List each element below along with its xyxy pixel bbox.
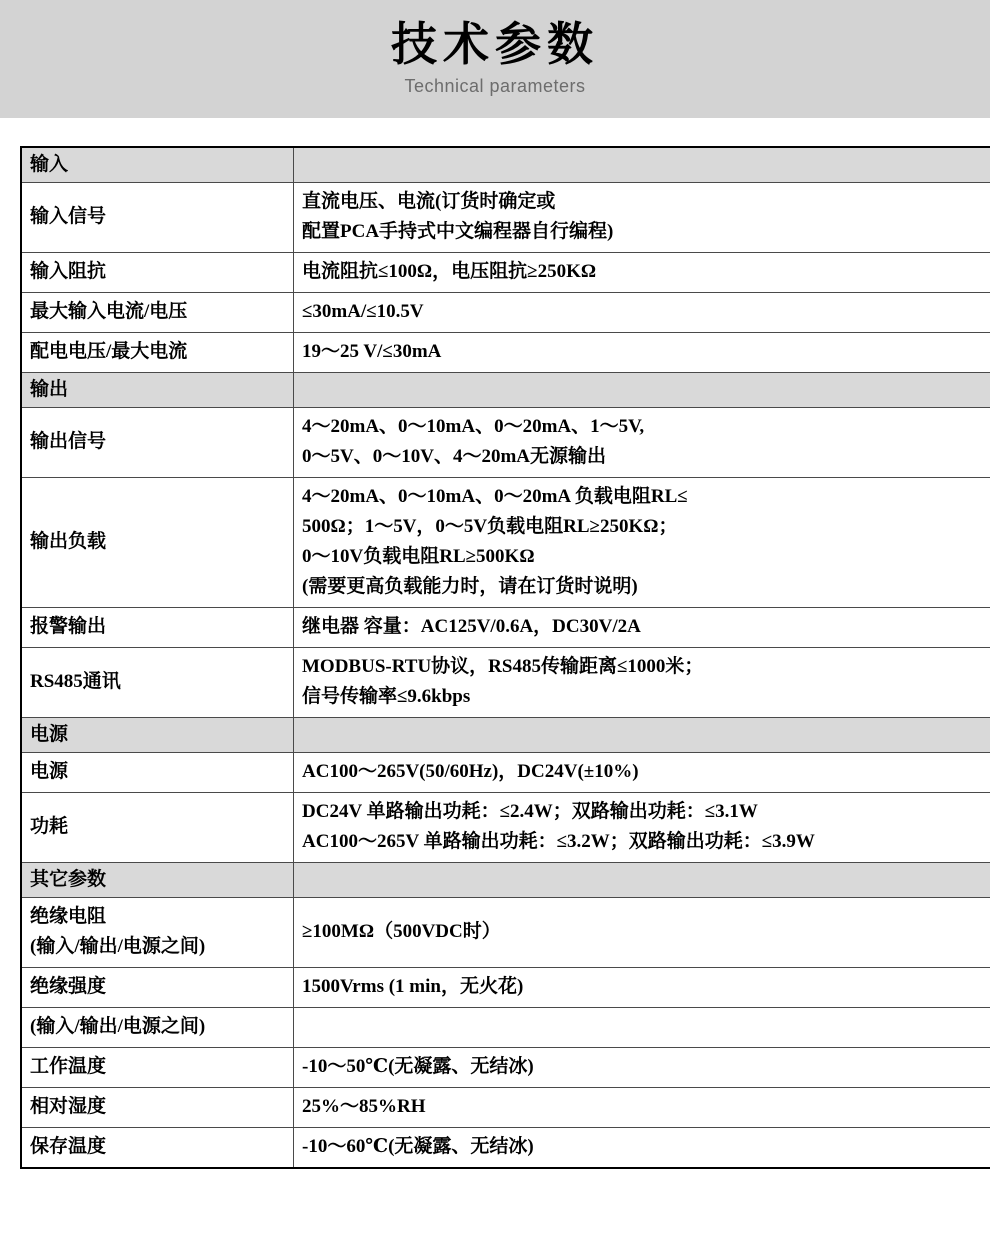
parameter-label-line: RS485通讯 bbox=[30, 671, 121, 692]
parameter-value-line: 4～20mA、0～10mA、0～20mA、1～5V, bbox=[302, 416, 645, 437]
section-spacer-cell bbox=[294, 147, 990, 183]
parameter-value bbox=[294, 1048, 990, 1088]
parameter-label bbox=[21, 898, 294, 968]
parameter-label bbox=[21, 753, 294, 793]
section-spacer-cell bbox=[294, 373, 990, 408]
parameter-value-line: ≤30mA/≤10.5V bbox=[302, 301, 424, 322]
parameter-value-line: ≥100MΩ（500VDC时） bbox=[302, 921, 501, 942]
section-label: 输入 bbox=[21, 147, 294, 183]
parameter-value-line: 19～25 V/≤30mA bbox=[302, 341, 442, 362]
parameter-value-line: 4～20mA、0～10mA、0～20mA 负载电阻RL≤ bbox=[302, 486, 688, 507]
parameter-value bbox=[294, 1088, 990, 1128]
parameter-value bbox=[294, 793, 990, 863]
parameter-label bbox=[21, 408, 294, 478]
parameter-value-line: 500Ω；1～5V，0～5V负载电阻RL≥250KΩ； bbox=[302, 516, 678, 537]
parameter-label bbox=[21, 253, 294, 293]
section-label: 输出 bbox=[21, 373, 294, 408]
parameter-label-line: 输入信号 bbox=[30, 206, 107, 227]
table-row bbox=[21, 408, 990, 478]
parameter-label-line: 输入阻抗 bbox=[30, 261, 107, 282]
table-row bbox=[21, 1008, 990, 1048]
parameter-label bbox=[21, 608, 294, 648]
parameter-value-line: 继电器 容量：AC125V/0.6A，DC30V/2A bbox=[302, 616, 641, 637]
table-row bbox=[21, 183, 990, 253]
parameter-label bbox=[21, 293, 294, 333]
parameter-label-line: 保存温度 bbox=[30, 1136, 107, 1157]
page-subtitle: Technical parameters bbox=[404, 76, 586, 96]
parameter-value-line: (需要更高负载能力时，请在订货时说明) bbox=[302, 576, 638, 597]
parameter-label bbox=[21, 793, 294, 863]
parameter-label-line: 电源 bbox=[30, 761, 69, 782]
table-section-row bbox=[21, 373, 990, 408]
parameter-value bbox=[294, 253, 990, 293]
parameter-label bbox=[21, 968, 294, 1008]
table-row bbox=[21, 1048, 990, 1088]
parameter-label bbox=[21, 1088, 294, 1128]
parameter-label-line: 相对湿度 bbox=[30, 1096, 107, 1117]
table-row bbox=[21, 608, 990, 648]
technical-parameters-table bbox=[20, 146, 990, 1169]
table-section-row bbox=[21, 718, 990, 753]
table-row bbox=[21, 793, 990, 863]
parameter-value-line: MODBUS-RTU协议，RS485传输距离≤1000米； bbox=[302, 656, 704, 677]
section-label: 其它参数 bbox=[21, 863, 294, 898]
parameter-value-line: 1500Vrms (1 min，无火花) bbox=[302, 976, 524, 997]
parameter-value-line: 25%～85%RH bbox=[302, 1096, 426, 1117]
parameter-value-line: AC100～265V 单路输出功耗：≤3.2W；双路输出功耗：≤3.9W bbox=[302, 831, 815, 852]
parameter-value bbox=[294, 1128, 990, 1169]
parameter-value bbox=[294, 293, 990, 333]
section-label: 电源 bbox=[21, 718, 294, 753]
section-spacer-cell bbox=[294, 863, 990, 898]
parameter-value bbox=[294, 478, 990, 608]
parameter-label bbox=[21, 183, 294, 253]
parameter-label bbox=[21, 1048, 294, 1088]
table-row bbox=[21, 293, 990, 333]
parameter-label-line: 工作温度 bbox=[30, 1056, 107, 1077]
parameter-value-line: 配置PCA手持式中文编程器自行编程) bbox=[302, 221, 614, 242]
parameter-label-line: 输出信号 bbox=[30, 431, 107, 452]
table-row bbox=[21, 333, 990, 373]
parameter-label-line: 输出负载 bbox=[30, 531, 107, 552]
section-spacer-cell bbox=[294, 718, 990, 753]
parameter-value-line: -10～50℃(无凝露、无结冰) bbox=[302, 1056, 534, 1077]
parameter-label-line: 最大输入电流/电压 bbox=[30, 301, 188, 322]
table-section-row bbox=[21, 863, 990, 898]
parameter-value bbox=[294, 608, 990, 648]
parameter-value-line: 0～5V、0～10V、4～20mA无源输出 bbox=[302, 446, 606, 467]
parameter-label bbox=[21, 1128, 294, 1169]
parameter-value-line: 0～10V负载电阻RL≥500KΩ bbox=[302, 546, 535, 567]
parameter-value bbox=[294, 183, 990, 253]
table-row bbox=[21, 478, 990, 608]
parameter-label-line: 报警输出 bbox=[30, 616, 107, 637]
parameter-label bbox=[21, 648, 294, 718]
parameter-value bbox=[294, 968, 990, 1008]
parameter-label bbox=[21, 1008, 294, 1048]
parameter-value bbox=[294, 333, 990, 373]
table-row bbox=[21, 253, 990, 293]
parameter-value bbox=[294, 648, 990, 718]
page-header-banner bbox=[0, 0, 990, 118]
table-row bbox=[21, 968, 990, 1008]
parameter-label-line: (输入/输出/电源之间) bbox=[30, 936, 206, 957]
table-row bbox=[21, 898, 990, 968]
parameter-label-line: (输入/输出/电源之间) bbox=[30, 1016, 206, 1037]
table-row bbox=[21, 1128, 990, 1169]
parameter-value bbox=[294, 898, 990, 968]
parameter-label-line: 配电电压/最大电流 bbox=[30, 341, 188, 362]
parameter-value-line: 电流阻抗≤100Ω，电压阻抗≥250KΩ bbox=[302, 261, 597, 282]
parameter-value bbox=[294, 753, 990, 793]
table-row bbox=[21, 753, 990, 793]
parameter-value-line: AC100～265V(50/60Hz)，DC24V(±10%) bbox=[302, 761, 639, 782]
parameter-label-line: 功耗 bbox=[30, 816, 69, 837]
parameter-value bbox=[294, 408, 990, 478]
parameter-value-line: -10～60℃(无凝露、无结冰) bbox=[302, 1136, 534, 1157]
spec-table-container bbox=[0, 118, 990, 1169]
banner-text-block bbox=[0, 18, 990, 98]
table-row bbox=[21, 648, 990, 718]
table-row bbox=[21, 1088, 990, 1128]
parameter-label bbox=[21, 333, 294, 373]
table-section-row bbox=[21, 147, 990, 183]
parameter-label-line: 绝缘电阻 bbox=[30, 906, 107, 927]
parameter-label-line: 绝缘强度 bbox=[30, 976, 107, 997]
page-title: 技术参数 bbox=[391, 19, 599, 70]
parameter-value-line: 信号传输率≤9.6kbps bbox=[302, 686, 471, 707]
parameter-value-line: 直流电压、电流(订货时确定或 bbox=[302, 191, 556, 212]
parameter-value bbox=[294, 1008, 990, 1048]
parameter-label bbox=[21, 478, 294, 608]
parameter-value-line: DC24V 单路输出功耗：≤2.4W；双路输出功耗：≤3.1W bbox=[302, 801, 758, 822]
